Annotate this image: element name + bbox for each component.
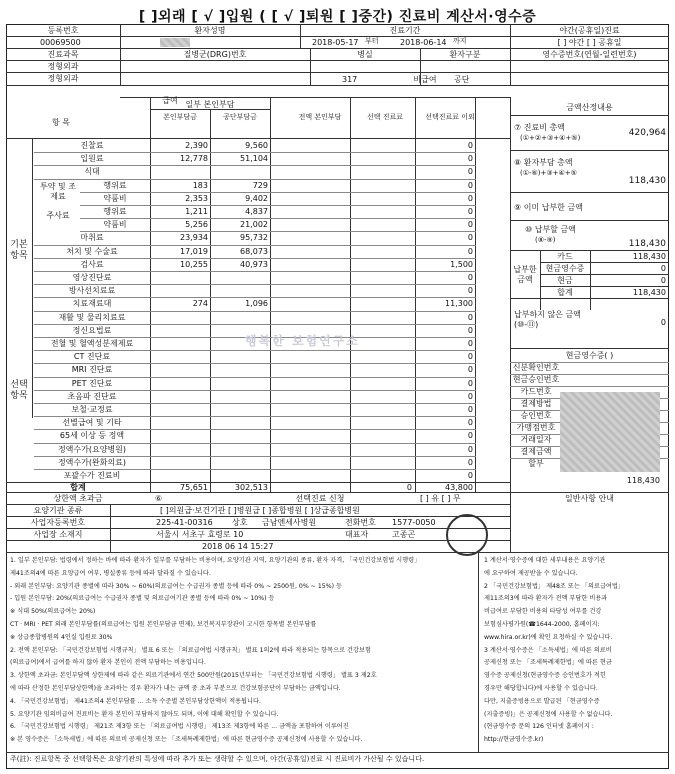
row-self: 274: [192, 299, 208, 309]
row-ins: 21,002: [240, 220, 268, 230]
row-label: 포괄수가 진료비: [63, 471, 121, 480]
total-insurer: 302,513: [234, 483, 268, 492]
row-label: 초음파 진단료: [67, 391, 117, 401]
payment-detail-label: 승인번호: [520, 411, 552, 420]
row-other: 0: [467, 246, 473, 256]
institution-name: 금남엔세사병원: [262, 518, 317, 527]
row-label: 식대: [84, 167, 100, 177]
row-label: MRI 진단료: [71, 365, 113, 375]
row-label: PET 진단료: [71, 378, 113, 388]
total-selected: 0: [406, 483, 412, 492]
ward-type: 공단: [454, 75, 470, 84]
due-amount: 118,430: [628, 239, 666, 249]
row-label: 정액수가(요양병원): [57, 444, 127, 454]
general-guide: 일반사항 안내: [565, 494, 614, 503]
row-label: 재활 및 물리치료료: [58, 312, 126, 322]
row-label: 행위료: [103, 207, 127, 216]
total-other: 43,800: [445, 483, 473, 492]
payment-detail-label: 거래일자: [520, 435, 552, 444]
row-label: 치료재료대: [72, 299, 112, 309]
row-other: 1,500: [450, 259, 473, 269]
guide-line: 공제신청 또는 「조세특례제한법」에 따른 현금: [484, 659, 612, 667]
sum-amount: 118,430: [632, 288, 666, 297]
row-self: 5,256: [185, 220, 208, 230]
total-self: 75,651: [180, 483, 208, 492]
row-label: 약품비: [103, 220, 127, 230]
note-line: 제41조의4에 따른 요양급여 여부, 병실종류 등에 따라 달라질 수 있습니다.: [10, 569, 211, 577]
payment-detail-label: 카드번호: [520, 387, 552, 396]
row-other: 0: [467, 378, 473, 388]
note-line: 5. 요양기관 임의비급여 진료비는 환자 본인이 부담하지 않아도 되며, 이에 대해 확인할 수 있습니다.: [10, 710, 279, 718]
row-label: 영상진단료: [72, 273, 112, 282]
cash-receipt-header: 현금영수증( ): [565, 351, 614, 360]
row-other: 0: [467, 391, 473, 401]
row-other: 11,300: [445, 299, 473, 309]
guide-line: http://현금영수증.kr): [484, 736, 544, 744]
row-other: 0: [467, 286, 473, 296]
note-line: 1. 일부 본인부담: 법령에서 정하는 바에 따라 환자가 일부를 부담하는 비용이며, 요양기관 지역, 요양기관의 종류, 환자 자격, 「국민건강보험법 시행령」: [10, 557, 421, 564]
row-other: 0: [467, 365, 473, 375]
note-line: 에 따라 산정한 본인부담상한액)을 초과하는 경우 환자가 내는 금액 중 초과 부분으로 건강보험공단이 부담하는 금액입니다.: [10, 685, 341, 692]
row-other: 0: [467, 471, 473, 480]
receipt-page: [ ]외래 [ √ ]입원 ( [ √ ]퇴원 [ ]중간) 진료비 계산서·영수증 등록번호 환자성명 진료기간 야간(공휴일)진료 00069500 2018-05-17 부터 2018-06-14 까지 [ ] 야간 [ ] 공휴일 진료과목 질병군(DRG)번호 병실 환자구분 영수증번호(연월-일련번호) 정형외과 정형외과 급여 317 비급여 공단 금액산정내용 항 목 일부 본인부담 본인부담금 공단부담금 전액 본인부담 선택 진료료 선택진료료 이외 기본 항목 선택 항목 투약 및 조제료 주사료 진찰료 2,390 9,560 0 입원료 12,778 51,104 0 식대 0 행위료 183 729 0 약품비 2,353 9,402 0 행위료 1,211 4,837 0 약품비 5,256 21,002 0 마취료 23,934 95,732 0 처치 및 수술료 17,019 68,073 0 검사료 10,255 40,973 1,500 영상진단료 0 방사선치료료 0 치료재료대 274 1,096 11,300 재활 및 물리치료료 0 정신요법료 0 전혈 및 혈액성분제제료 0 CT 진단료 0 MRI 진단료 0 PET 진단료 0 초음파 진단료 0 보철·교정료 0 선별급여 및 기타 0 65세 이상 등 정액 0 정액수가(요양병원) 0 정액수가(완화의료) 0 포괄수가 진료비 0 합계 75,651 302,513 0 43,800 상한액 초과금 ⑥ 선택진료 신청 [ ] 유 [ ] 무 일반사항 안내 요양기관 종류 [ ]의원급·보건기관 [ ]병원급 [ ]종합병원 [ ]상급종합병원 사업자등록번호 225-41-00316 상호 금남엔세사병원 전화번호 1577-0050 사업장 소재지 서울시 서초구 효령로 10 대표자 고종곤 2018 06 14 15:27 ⑦ 진료비 총액 (①+②+③+④+⑤) 420,964 ⑧ 환자부담 총액 (①-⑥)+③+④+⑤ 118,430 ⑨ 이미 납부한 금액 ⑩ 납부할 금액 (⑧-⑨) 118,430 납부한 금액 카드 118,430 현금영수증 0 현금 0 합계 118,430 납부하지 않은 금액(⑩-⑪) 0 현금영수증( ) 신분확인번호 현금승인번호 카드번호 결제방법 승인번호 가맹점번호 거래일자 결제금액 할부 118,430 행복한 보험연구소 1. 일부 본인부담: 법령에서 정하는 바에 따라 환자가 일부를 부담하는 비용이며, 요양기관 지역, 요양기관의 종류, 환자 자격, 「국민건강보험법 시행령」 제41조의4에 따른 요양급여 여부, 병실종류 등에 따라 달라질 수 있습니다. - 외래 본인부담: 요양기관 종별에 따라 30% ~ 60%(의료급여는 수급권자 종별 등에 따라 0% ~ 2500원, 0% ~ 15%) 등 - 입원 본인부담: 20%(의료급여는 수급권자 종별 및 의료급여기관 종별 등에 따라 0% ~ 10%) 등 ※ 식대 50%(의료급여는 20%) CT · MRI · PET 외래 본인부담률(의료급여는 입원 본인부담금 면제), 보건복지부장관이 고시한 항목별 본인부담률 ※ 상급종합병원의 4인실 입원료 30% 2. 전액 본인부담: 「국민건강보험법 시행규칙」 별표 6 또는 「의료급여법 시행규칙」 별표 1의2에 따라 적용되는 항목으로 건강보험 (의료급여)에서 급여를 하지 않아 환자 본인이 전액 부담하는 비용입니다. 3. 상한액 초과금: 본인부담액 상한제에 따라 같은 의료기관에서 연간 500만원(2015년부터는 「국민건강보험법 시행령」 별표 3 제2호 에 따라 산정한 본인부담상한액)을 초과하는 경우 환자가 내는 금액 중 초과 부분으로 건강보험공단이 부담하는 금액입니다. 4. 「국민건강보험법」 제41조의4 본인부담률 ... 소득 수준별 본인부담상한액이 적용됩니다. 5. 요양기관 임의비급여 진료비는 환자 본인이 부담하지 않아도 되며, 이에 대해 확인할 수 있습니다. 6. 「국민건강보험법 시행령」 제21조 제3항 또는 「의료급여법 시행령」 제13조 제3항에 따른 ... 금액을 포함하여 이루어진 ※ 본 영수증은 「소득세법」에 따른 의료비 공제신청 또는 「조세특례제한법」에 따른 현금영수증 공제신청에 사용할 수 있습니다. 1 계산서·영수증에 대한 세부내용은 요양기관 에 요구하여 제공받을 수 있습니다. 2 「국민건강보험법」 제48조 또는 「의료급여법」 제11조의3에 따라 환자가 전액 부담한 비용과 비급여로 부담한 비용의 타당성 여부를 건강 보험심사평가원(☎1644-2000, 홈페이지: www.hira.or.kr)에 확인 요청하실 수 있습니다. 3 계산서·영수증은 「소득세법」에 따른 의료비 공제신청 또는 「조세특례제한법」에 따른 현금 영수증 공제신청(현금영수증 승인번호가 적힌 경우만 해당합니다)에 사용할 수 있습니다. 다만, 지출증빙용으로 발급된 「현금영수증 (지출증빙)」은 공제신청에 사용할 수 없습니다. (현금영수증 문의 126 인터넷 홈페이지 : http://현금영수증.kr) 주(註): 진료항목 중 선택항목은 요양기관의 특성에 따라 추가 또는 생략할 수 있으며, 야간(공휴일)진료 시 진료비가 가산될 수 있습니다.: [0, 0, 675, 774]
row-label: 방사선치료료: [68, 286, 116, 296]
row-self: 12,778: [180, 154, 208, 164]
row-other: 0: [467, 325, 473, 335]
payment-detail-label: 결제방법: [520, 399, 552, 408]
row-ins: 9,402: [245, 193, 268, 203]
row-other: 0: [467, 154, 473, 164]
row-other: 0: [467, 273, 473, 282]
note-line: ※ 본 영수증은 「소득세법」에 따른 의료비 공제신청 또는 「조세특례제한법」에 따른 현금영수증 공제신청에 사용할 수 있습니다.: [10, 736, 363, 744]
row-self: 17,019: [180, 246, 208, 256]
row-other: 0: [467, 167, 473, 177]
row-ins: 4,837: [245, 207, 268, 216]
row-self: 23,934: [180, 233, 208, 243]
patient-name-label: 환자성명: [194, 26, 226, 35]
select-yes-no[interactable]: [ ] 유 [ ] 무: [420, 494, 461, 503]
phone-number: 1577-0050: [392, 518, 436, 527]
guide-line: 경우만 해당합니다)에 사용할 수 있습니다.: [484, 685, 598, 692]
row-other: 0: [467, 193, 473, 203]
row-other: 0: [467, 444, 473, 454]
guide-line: 에 요구하여 제공받을 수 있습니다.: [484, 569, 578, 577]
row-ins: 68,073: [240, 246, 268, 256]
address: 서울시 서초구 효령로 10: [156, 530, 244, 539]
row-label: 선별급여 및 기타: [62, 418, 122, 428]
row-self: 183: [192, 180, 208, 190]
row-label: 마취료: [80, 233, 104, 243]
note-line: ※ 식대 50%(의료급여는 20%): [10, 608, 96, 616]
room-number: 317: [342, 75, 358, 84]
row-label: 정신요법료: [72, 325, 112, 335]
period-to: 2018-06-14: [400, 38, 447, 47]
footnote: 주(註): 진료항목 중 선택항목은 요양기관의 특성에 따라 추가 또는 생략할 수 있으며, 야간(공휴일)진료 시 진료비가 가산될 수 있습니다.: [10, 755, 425, 763]
basic-items-label: 기본 항목: [10, 240, 28, 261]
row-label: 65세 이상 등 정액: [59, 431, 125, 441]
dept-value: 정형외과: [47, 62, 79, 71]
guide-line: 비급여로 부담한 비용의 타당성 여부를 건강: [484, 608, 602, 616]
payment-detail-label: 할부: [528, 459, 544, 468]
night-options[interactable]: [ ] 야간 [ ] 공휴일: [557, 38, 622, 47]
row-label: 전혈 및 혈액성분제제료: [50, 339, 134, 348]
row-ins: 729: [252, 180, 268, 190]
card-amount: 118,430: [632, 252, 666, 261]
row-label: 정액수가(완화의료): [57, 457, 127, 467]
row-label: 입원료: [80, 154, 104, 164]
period-label: 진료기간: [389, 26, 421, 35]
watermark: 행복한 보험연구소: [245, 334, 360, 348]
row-self: 10,255: [180, 259, 208, 269]
row-other: 0: [467, 207, 473, 216]
guide-line: 2 「국민건강보험법」 제48조 또는 「의료급여법」: [484, 582, 625, 590]
row-label: 검사료: [80, 259, 104, 269]
night-label: 야간(공휴일)진료: [559, 26, 620, 35]
guide-line: 3 계산서·영수증은 「소득세법」에 따른 의료비: [484, 646, 612, 654]
note-line: 2. 전액 본인부담: 「국민건강보험법 시행규칙」 별표 6 또는 「의료급여법 시행규칙」 별표 1의2에 따라 적용되는 항목으로 건강보험: [10, 646, 371, 654]
period-from: 2018-05-17: [312, 38, 359, 47]
institution-types[interactable]: [ ]의원급·보건기관 [ ]병원급 [ ]종합병원 [ ]상급종합병원: [160, 506, 360, 515]
card-info-redacted: [560, 392, 660, 472]
note-line: (의료급여)에서 급여를 하지 않아 환자 본인이 전액 부담하는 비용입니다.: [10, 659, 206, 667]
row-ins: 9,560: [245, 141, 268, 150]
row-label: 행위료: [103, 180, 127, 190]
business-number: 225-41-00316: [156, 518, 213, 527]
note-line: 6. 「국민건강보험법 시행령」 제21조 제3항 또는 「의료급여법 시행령」 제13조 제3항에 따른 ... 금액을 포함하여 이루어진: [10, 723, 349, 731]
row-other: 0: [467, 405, 473, 414]
row-label: CT 진단료: [73, 352, 111, 362]
row-ins: 1,096: [245, 299, 268, 309]
row-self: 2,353: [185, 193, 208, 203]
row-ins: 40,973: [240, 259, 268, 269]
guide-line: 보험심사평가원(☎1644-2000, 홈페이지:: [484, 621, 600, 628]
row-other: 0: [467, 352, 473, 362]
reg-no-label: 등록번호: [47, 26, 79, 35]
row-label: 처치 및 수술료: [66, 246, 118, 256]
payment-detail-label: 현금승인번호: [512, 375, 560, 384]
row-other: 0: [467, 457, 473, 467]
item-header: 항 목: [52, 118, 70, 127]
note-line: 3. 상한액 초과금: 본인부담액 상한제에 따라 같은 의료기관에서 연간 500만원(2015년부터는 「국민건강보험법 시행령」 별표 3 제2호: [10, 672, 377, 680]
row-other: 0: [467, 312, 473, 322]
row-other: 0: [467, 339, 473, 348]
guide-line: 다만, 지출증빙용으로 발급된 「현금영수증: [484, 697, 600, 705]
guide-line: www.hira.or.kr)에 확인 요청하실 수 있습니다.: [484, 633, 613, 641]
total-amount: 420,964: [628, 128, 666, 138]
note-line: - 외래 본인부담: 요양기관 종별에 따라 30% ~ 60%(의료급여는 수급권자 종별 등에 따라 0% ~ 2500원, 0% ~ 15%) 등: [10, 582, 342, 590]
payment-detail-label: 가맹점번호: [516, 423, 556, 432]
row-self: 1,211: [185, 207, 208, 216]
note-line: 4. 「국민건강보험법」 제41조의4 본인부담률 ... 소득 수준별 본인부담상한액이 적용됩니다.: [10, 697, 261, 705]
approved-amount: 118,430: [626, 476, 660, 485]
guide-line: 1 계산서·영수증에 대한 세부내용은 요양기관: [484, 557, 606, 564]
patient-name-redacted: [160, 38, 190, 47]
row-other: 0: [467, 431, 473, 441]
note-line: ※ 상급종합병원의 4인실 입원료 30%: [10, 633, 113, 641]
row-ins: 51,104: [240, 154, 268, 164]
guide-line: (지출증빙)」은 공제신청에 사용할 수 없습니다.: [484, 710, 613, 718]
representative: 고종곤: [392, 530, 416, 539]
reg-no: 00069500: [40, 38, 81, 47]
row-other: 0: [467, 233, 473, 243]
row-self: 2,390: [185, 141, 208, 150]
payment-detail-label: 결제금액: [520, 447, 552, 456]
guide-line: 제11조의3에 따라 환자가 전액 부담한 비용과: [484, 595, 608, 603]
note-line: - 입원 본인부담: 20%(의료급여는 수급권자 종별 및 의료급여기관 종별 등에 따라 0% ~ 10%) 등: [10, 595, 275, 603]
patient-amount: 118,430: [628, 176, 666, 186]
row-other: 0: [467, 180, 473, 190]
official-seal-stamp: [446, 514, 488, 556]
row-other: 0: [467, 141, 473, 150]
payment-detail-label: 신분확인번호: [512, 363, 560, 372]
note-line: CT · MRI · PET 외래 본인부담률(의료급여는 입원 본인부담금 면제), 보건복지부장관이 고시한 항목별 본인부담률: [10, 621, 317, 628]
document-title: [ ]외래 [ √ ]입원 ( [ √ ]퇴원 [ ]중간) 진료비 계산서·영수증: [138, 9, 537, 25]
row-other: 0: [467, 418, 473, 428]
totals-label: 합계: [70, 483, 86, 492]
row-label: 진찰료: [80, 141, 104, 150]
row-ins: 95,732: [240, 233, 268, 243]
select-items-label: 선택 항목: [10, 380, 28, 401]
row-other: 0: [467, 220, 473, 230]
row-label: 보철·교정료: [71, 405, 113, 414]
issue-date: 2018 06 14 15:27: [202, 542, 274, 551]
guide-line: (현금영수증 문의 126 인터넷 홈페이지 :: [484, 723, 594, 731]
row-label: 약품비: [103, 193, 127, 203]
guide-line: 영수증 공제신청(현금영수증 승인번호가 적힌: [484, 672, 606, 680]
ceiling-label: 상한액 초과금: [53, 494, 103, 503]
